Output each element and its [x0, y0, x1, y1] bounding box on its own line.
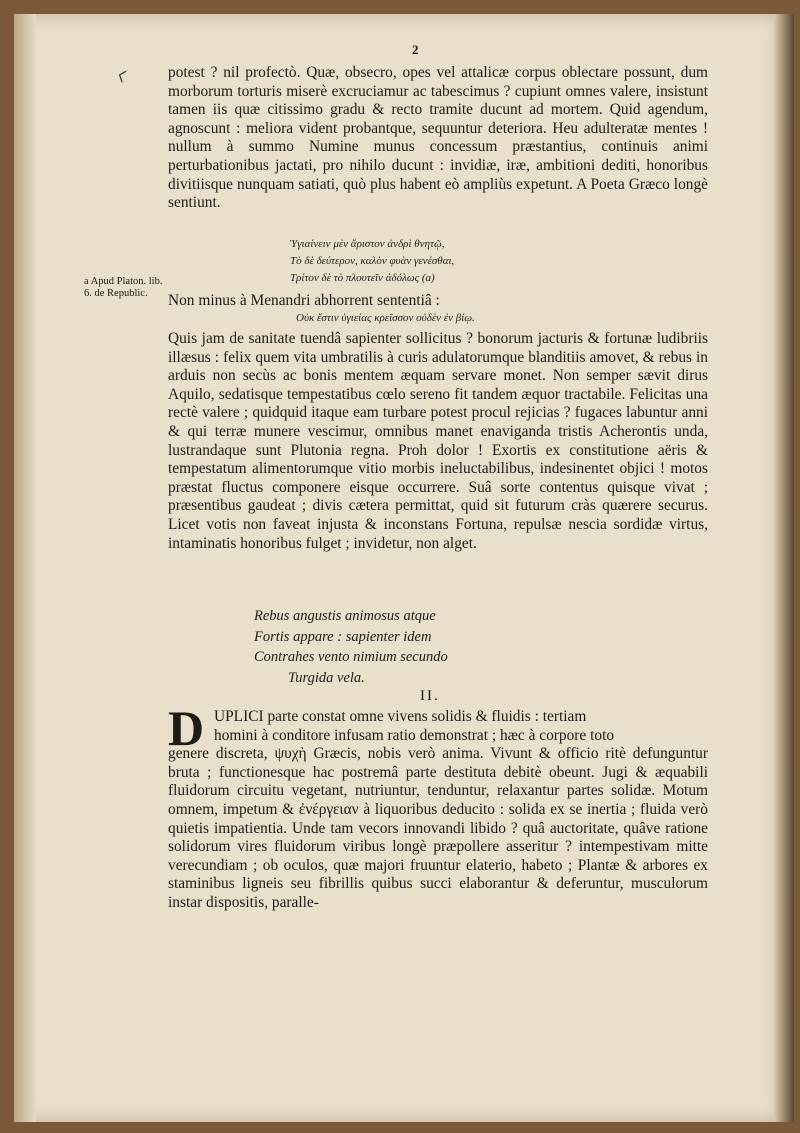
- menander-line: Non minus à Menandri abhorrent sententiâ :: [168, 292, 440, 309]
- paragraph-3: [168, 708, 708, 913]
- greek-verses-1: [290, 236, 454, 287]
- page-number: 2: [412, 42, 419, 57]
- page-edge: [774, 14, 794, 1122]
- paragraph-3-line-2: homini à conditore infusam ratio demonstrat ; hæc à corpore toto: [214, 726, 615, 744]
- greek-verse-line: Ὑγιαίνειν μὲν ἄριστον ἀνδρὶ θνητῷ,: [290, 238, 445, 250]
- latin-verse-line: Turgida vela.: [288, 669, 365, 686]
- paragraph-2: Quis jam de sanitate tuendâ sapienter sollicitus ? bonorum jacturis & fortunæ ludibriis illæsus : felix quem vita umbratilis à curis adulatorumque blanditiis amovet, & rebus in arduis non secùs ac bonis mentem æquam servare monet. Non semper sævit dirus Aquilo, sedatisque tempestatibus cœlo sereno fit tandem æquor tractabile. Felicitas una rectè valere ; quidquid itaque eam turbare potest procul rejicias ? fugaces labuntur anni & qui terræ munere vescimur, omnibus manet enaviganda tristis Acherontis unda, lustrandaque sunt Plutonia regna. Proh dolor ! Exortis ex constitutione aëris & tempestatum alimentorumque vitio morbis ineluctabilibus, indesinentet objici ! motos præstat fluctus componere eisque occurrere. Suâ sorte contentus quisque vivat ; præsentibus gaudeat ; divis cætera permittat, quid sit futurum cràs quærere securus. Licet votis non faveat injusta & inconstans Fortuna, repulsæ nescia sordidæ virtus, intaminatis honoribus fulget ; invidetur, non alget.: [168, 330, 708, 552]
- paragraph-3-body: genere discreta, ψυχὴ Græcis, nobis verò anima. Vivunt & officio ritè defunguntur bruta ; functionesque hac postremâ parte destituta debitè obeunt. Jugi & æquabili fluidorum circuitu vegetant, nutriuntur, tenduntur, relaxantur partes solidæ. Motum omnem, impetum & ἐνέργειαν à liquoribus deducito : solida ex se inertia ; fluida verò quietis impatientia. Unde tam vecors innovandi libido ? quâ auctoritate, quâve ratione solidorum vires fluidorum viribus longè præpollere asseritur ? intempestivam mitte verecundiam ; ob oculos, quæ majori fruuntur elaterio, habeto ; Plantæ & arbores ex staminibus ligneis seu fibrillis quibus succi elaborantur & deferuntur, musculorum instar dispositis, paralle-: [168, 745, 708, 911]
- latin-verse-line: Contrahes vento nimium secundo: [254, 649, 448, 665]
- latin-verse-line: Rebus angustis animosus atque: [254, 608, 436, 624]
- latin-verses: [254, 606, 448, 688]
- drop-cap: D: [168, 700, 205, 756]
- latin-verse-line: Fortis appare : sapienter idem: [254, 628, 432, 645]
- margin-note: a Apud Platon. lib. 6. de Republic.: [84, 276, 163, 299]
- paragraph-3-line-1: UPLICI parte constat omne vivens solidis & fluidis : tertiam: [214, 708, 587, 725]
- section-heading: II.: [420, 688, 440, 704]
- greek-verse-line: Τρίτον δὲ τὸ πλουτεῖν ἀδόλως (a): [290, 272, 435, 284]
- ink-mark-icon: ᚲ: [107, 57, 136, 96]
- binding-gutter: [14, 14, 36, 1122]
- greek-verse-line: Τὸ δὲ δεύτερον, καλὸν φυὰν γενέσθαι,: [290, 255, 455, 267]
- paragraph-1: potest ? nil profectò. Quæ, obsecro, opes vel attalicæ corpus oblectare possunt, dum morborum torturis miserè excruciamur ac tabescimus ? cupiunt omnes valere, insistunt tamen iis quæ citissimo gradu & recto tramite ducunt ad mortem. Quid agendum, agnoscunt : meliora vident probantque, sequuntur deteriora. Heu adulteratæ mentes ! nullum à summo Numine munus concessum præstantius, continuis animi perturbationibus jactati, pro nihilo ducunt : invidiæ, iræ, ambitioni dediti, honoribus divitiisque nunquam satiati, quò plus habent eò ampliùs expetunt. A Poeta Græco longè sentiunt.: [168, 64, 708, 212]
- greek-verse-2: Οὐκ ἔστιν ὑγιείας κρεῖσσον οὐδὲν ἐν βίῳ.: [296, 312, 475, 324]
